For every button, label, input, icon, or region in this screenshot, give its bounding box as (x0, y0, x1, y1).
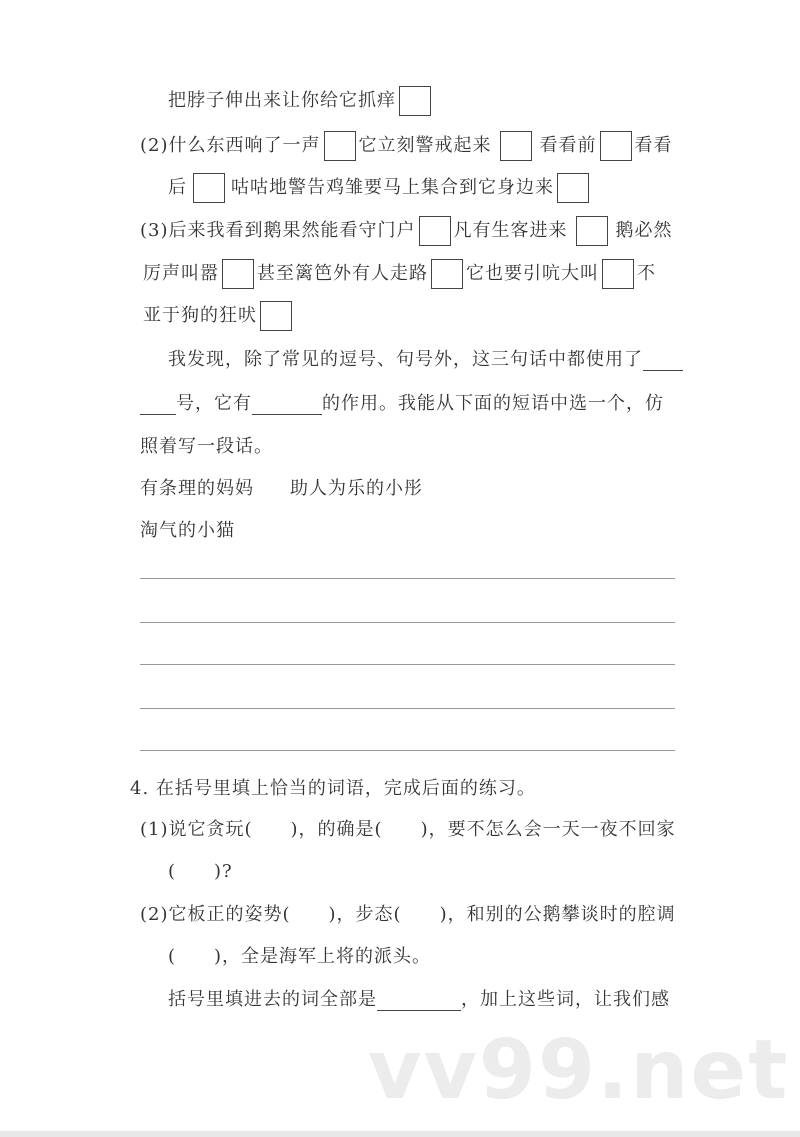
q4-title (130, 773, 536, 805)
punctuation-box[interactable] (600, 131, 632, 161)
answer-blank[interactable] (252, 394, 322, 415)
punctuation-box[interactable] (602, 259, 634, 289)
text: ( )? (168, 861, 233, 882)
text: 我发现，除了常见的逗号、句号外，这三句话中都使用了 (168, 349, 643, 370)
text: 甚至篱笆外有人走路 (257, 263, 428, 284)
q4-sentence-2 (140, 899, 676, 931)
punctuation-box[interactable] (260, 301, 292, 331)
answer-blank[interactable] (140, 394, 176, 415)
punctuation-box[interactable] (557, 173, 589, 203)
text: 鹅必然 (615, 220, 673, 241)
text: 它立刻警戒起来 (358, 135, 492, 156)
text: 的作用。我能从下面的短语中选一个，仿 (322, 393, 664, 414)
text: (2)什么东西响了一声 (140, 135, 321, 156)
phrase-row-1 (140, 473, 423, 505)
text: 后 (168, 177, 187, 198)
punctuation-box[interactable] (431, 259, 463, 289)
q3-line-2 (140, 130, 673, 162)
q3-line-3 (168, 172, 592, 204)
q3-paragraph-3 (140, 431, 273, 463)
text: 括号里填进去的词全部是 (168, 989, 377, 1010)
answer-blank[interactable] (643, 350, 683, 371)
punctuation-box[interactable] (222, 259, 254, 289)
writing-line[interactable] (140, 578, 675, 579)
text: 照着写一段话。 (140, 436, 273, 457)
text: 亚于狗的狂吠 (143, 305, 257, 326)
text: 把脖子伸出来让你给它抓痒 (168, 90, 396, 111)
page-edge (0, 1131, 800, 1137)
text: (1)说它贪玩( )，的确是( )，要不怎么会一天一夜不回家 (140, 819, 676, 840)
text: 不 (637, 263, 656, 284)
q3-line-5 (143, 258, 656, 290)
text: 咕咕地警告鸡雏要马上集合到它身边来 (231, 177, 554, 198)
phrase-row-2 (140, 515, 235, 547)
writing-line[interactable] (140, 708, 675, 709)
punctuation-box[interactable] (576, 216, 608, 246)
q3-line-1 (168, 85, 434, 117)
writing-line[interactable] (140, 622, 675, 623)
watermark: vv99.net (368, 1023, 790, 1118)
answer-blank[interactable] (377, 990, 461, 1011)
punctuation-box[interactable] (324, 131, 356, 161)
q3-paragraph-1 (168, 344, 683, 376)
text: 看看 (634, 135, 673, 156)
text: ，加上这些词，让我们感 (461, 989, 670, 1010)
text: 号，它有 (176, 393, 252, 414)
text: (3)后来我看到鹅果然能看守门户 (140, 220, 416, 241)
punctuation-box[interactable] (399, 86, 431, 116)
writing-line[interactable] (140, 664, 675, 665)
phrase: 助人为乐的小彤 (290, 478, 423, 499)
q3-paragraph-2 (140, 388, 664, 420)
text: 它也要引吭大叫 (466, 263, 599, 284)
phrase: 淘气的小猫 (140, 520, 235, 541)
q4-sentence-1 (140, 814, 676, 846)
punctuation-box[interactable] (419, 216, 451, 246)
writing-line[interactable] (140, 750, 675, 751)
punctuation-box[interactable] (500, 131, 532, 161)
text: 看看前 (539, 135, 597, 156)
q4-sentence-2-cont (168, 941, 431, 973)
q3-line-4 (140, 215, 673, 247)
text: 凡有生客进来 (453, 220, 568, 241)
q4-summary (168, 984, 670, 1016)
text: 厉声叫嚣 (143, 263, 219, 284)
q4-sentence-1-cont (168, 856, 233, 888)
text: ( )，全是海军上将的派头。 (168, 946, 432, 967)
q3-line-6 (143, 300, 295, 332)
punctuation-box[interactable] (193, 173, 225, 203)
text: 4. 在括号里填上恰当的词语，完成后面的练习。 (130, 778, 536, 799)
text: (2)它板正的姿势( )，步态( )，和别的公鹅攀谈时的腔调 (140, 904, 676, 925)
phrase: 有条理的妈妈 (140, 478, 254, 499)
